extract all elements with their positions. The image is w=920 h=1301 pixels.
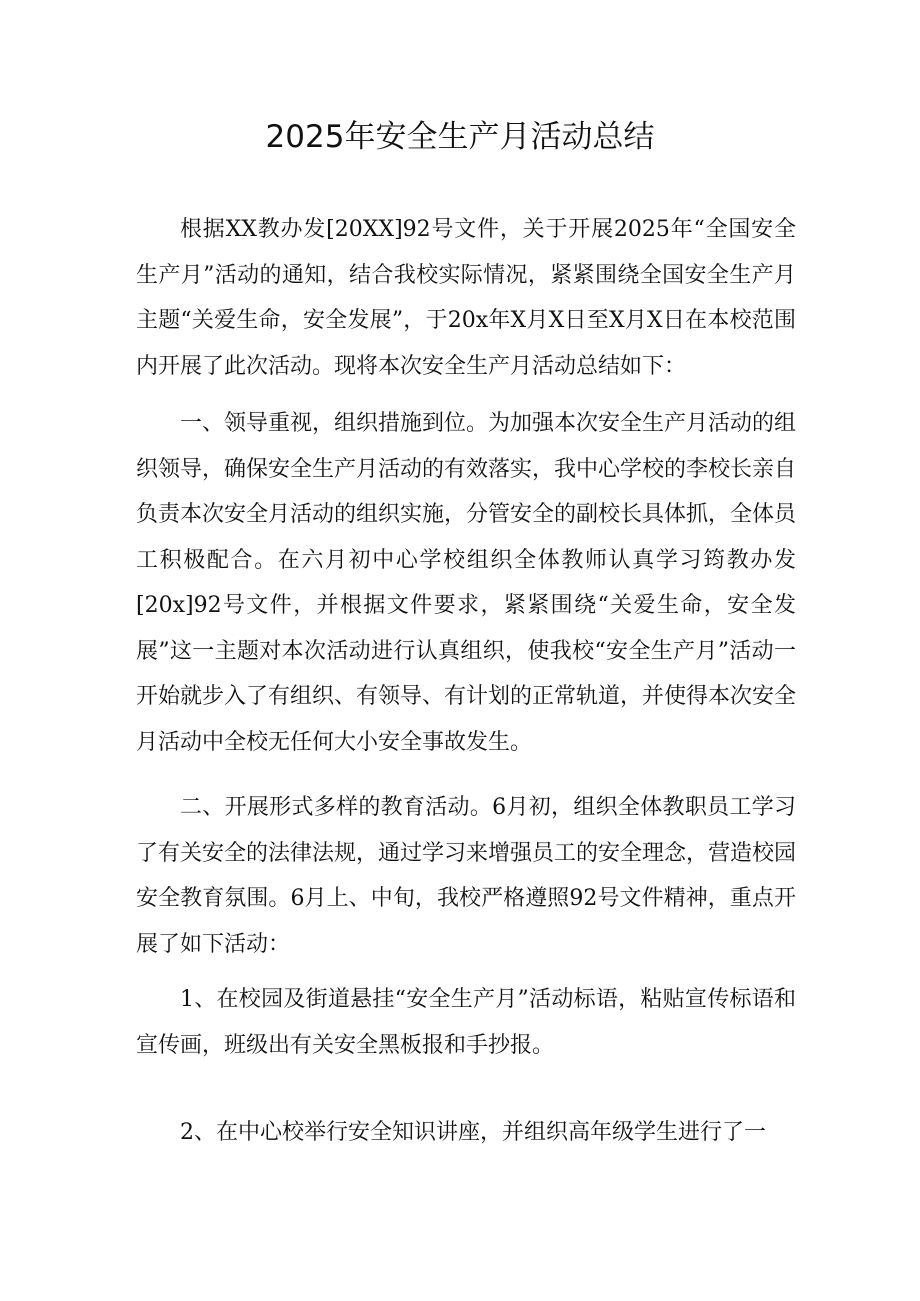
paragraph-item-1: 1、在校园及街道悬挂“安全生产月”活动标语，粘贴宣传标语和宣传画，班级出有关安全黑板报和手抄报。 (136, 987, 796, 1058)
paragraph-item-2: 2、在中心校举行安全知识讲座，并组织高年级学生进行了一 (180, 1120, 766, 1145)
document-title: 2025年安全生产月活动总结 (265, 119, 655, 155)
paragraph-intro: 根据XX教办发[20XX]92号文件，关于开展2025年“全国安全生产月”活动的通知，结合我校实际情况，紧紧围绕全国安全生产月主题“关爱生命，安全发展”，于20x年X月X日至X月X日在本校范围内开展了此次活动。现将本次安全生产月活动总结如下： (136, 217, 796, 379)
paragraph-education-activities: 二、开展形式多样的教育活动。6月初，组织全体教职员工学习了有关安全的法律法规，通过学习来增强员工的安全理念，营造校园安全教育氛围。6月上、中旬，我校严格遵照92号文件精神，重点开展了如下活动： (136, 795, 797, 957)
paragraph-leadership: 一、领导重视，组织措施到位。为加强本次安全生产月活动的组织领导，确保安全生产月活动的有效落实，我中心学校的李校长亲自负责本次安全月活动的组织实施，分管安全的副校长具体抓，全体员工积极配合。在六月初中心学校组织全体教师认真学习筠教办发[20x]92号文件，并根据文件要求，紧紧围绕“关爱生命，安全发展”这一主题对本次活动进行认真组织，使我校“安全生产月”活动一开始就步入了有组织、有领导、有计划的正常轨道，并使得本次安全月活动中全校无任何大小安全事故发生。 (136, 411, 797, 755)
